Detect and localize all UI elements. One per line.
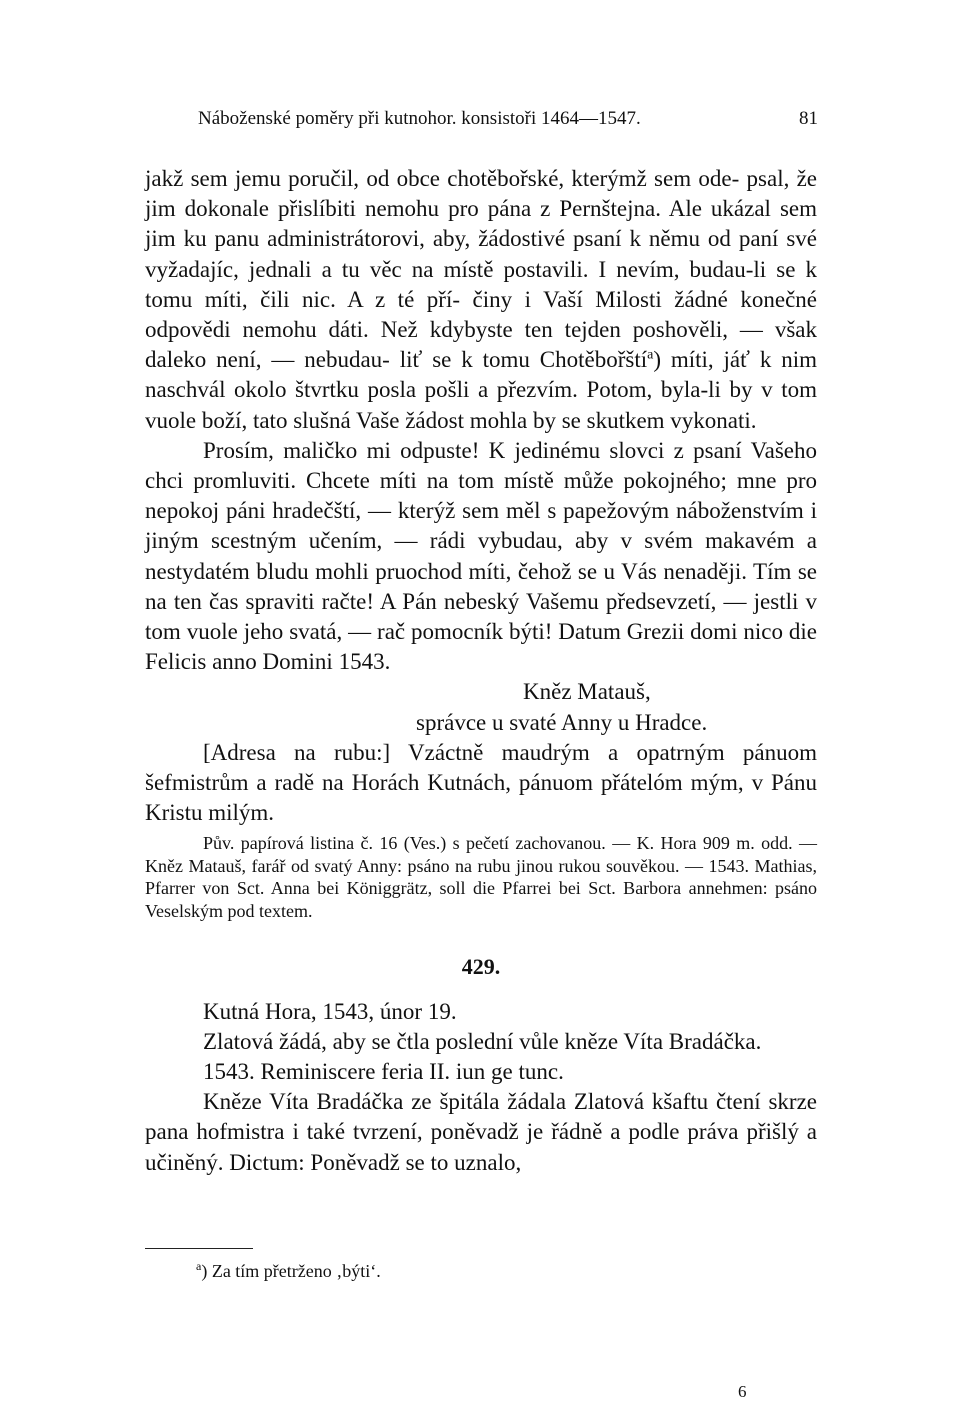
- address-paragraph: [Adresa na rubu:] Vzáctně maudrým a opatrným pánuom šefmistrům a radě na Horách Kutnách, pánuom přátelóm mým, v Pánu Kristu milým.: [145, 739, 817, 826]
- signature-title: správce u svaté Anny u Hradce.: [416, 709, 708, 735]
- footnote-divider: [145, 1248, 253, 1249]
- printer-signature-mark: 6: [738, 1382, 747, 1401]
- text-line: činy i Vaší Milosti žádné konečné odpovědi nemohu dáti. Než: [145, 286, 817, 343]
- text-line: jakž sem jemu poručil, od obce chotěbořské, kterýmž sem ode-: [145, 166, 740, 191]
- footnote-marker: a: [196, 1259, 202, 1273]
- source-note: Pův. papírová listina č. 16 (Ves.) s pečetí zachovanou. — K. Hora 909 m. odd. — Kněz Matauš, farář od svatý Anny: psáno na rubu jinou rukou souvěkou. — 1543. Mathias, Pfarrer von Sct. Anna bei Königgrätz, soll die Pfarrei bei Sct. Barbora annehmen: psáno Veselským pod textem.: [145, 833, 817, 921]
- text-line: míti, jáť k nim naschvál okolo: [145, 347, 817, 403]
- footnote: [196, 1261, 381, 1282]
- text-line: psaní k němu od paní své vyžadajíc, jednali a tu věc na místě: [145, 226, 818, 282]
- signature-name: Kněz Matauš,: [523, 679, 651, 705]
- document-text: Kněze Víta Bradáčka ze špitála žádala Zlatová kšaftu čtení skrze pana hofmistra i také tvrzení, poněvadž je řádně a podle práva přišlý a učiněný. Dictum: Poněvadž se to uznalo,: [145, 1089, 817, 1175]
- footnote-ref: a: [647, 347, 654, 363]
- document-number: 429.: [461, 954, 501, 980]
- paragraph-1: jakž sem jemu poručil, od obce chotěbořské, kterýmž sem ode- psal, že jim dokonale přislíbiti nemohu pro pána z Pernštejna. Ale ukázal sem jim ku panu administrátorovi, aby, žádostivé psaní k němu od paní své vyžadajíc, jednali a tu věc na místě postavili. I nevím, budau-li se k tomu míti, čili nic. A z té pří- činy i Vaší Milosti žádné konečné odpovědi nemohu dáti. Než kdybyste ten tejden poshověli, — však daleko není, — nebudau- liť se k tomu Chotěbořští$^a$) míti, jáť k nim naschvál okolo štvrtku posla pošli a přezvím. Potom, byla-li by v tom vuole boží, tato slušná Vaše žádost mohla by se skutkem vykonati.: [145, 166, 818, 433]
- text-line: psal, že jim dokonale přislíbiti nemohu pro pána z Pernštejna.: [145, 166, 818, 222]
- text-line: boží, tato slušná Vaše žádost mohla by se skutkem vykonati.: [201, 407, 757, 433]
- text-line: kdybyste ten tejden poshověli, — však daleko není, — nebudau-: [145, 317, 818, 373]
- page-number: 81: [799, 108, 818, 129]
- text-line: štvrtku posla pošli a přezvím. Potom, byla-li by v tom vuole: [145, 377, 817, 433]
- main-text: [145, 164, 817, 1178]
- text-line: postavili. I nevím, budau-li se k tomu míti, čili nic. A z té pří-: [145, 256, 817, 312]
- footnote-text: ) Za tím přetrženo ‚býti‘.: [201, 1261, 381, 1281]
- document-summary: Zlatová žádá, aby se čtla poslední vůle kněze Víta Bradáčka.: [203, 1028, 762, 1054]
- running-title: Náboženské poměry při kutnohor. konsistoři 1464—1547.: [198, 108, 641, 129]
- document-place-date: Kutná Hora, 1543, únor 19.: [203, 998, 457, 1024]
- paragraph-2: Prosím, maličko mi odpuste! K jedinému slovci z psaní Vašeho chci promluviti. Chcete míti na tom místě může pokojného; mne pro nepokoj páni hradečští, — kterýž sem měl s papežovým náboženstvím i jiným scestným učením, — rádi vybudau, aby v svém makavém a nestydatém bludu mohli pruochod míti, čehož se u Vás nenaději. Tím se na ten čas spraviti račte! A Pán nebeský Vašemu předsevzetí, — jestli v tom vuole jeho svatá, — rač pomocník býti! Datum Grezii domi nico die Felicis anno Domini 1543.: [145, 437, 817, 675]
- text-line: Ale ukázal sem jim ku panu administrátorovi, aby, žádostivé: [145, 196, 817, 252]
- document-dating: 1543. Reminiscere feria II. iun ge tunc.: [203, 1059, 564, 1085]
- text-line: liť se k tomu Chotěbořští: [399, 347, 648, 373]
